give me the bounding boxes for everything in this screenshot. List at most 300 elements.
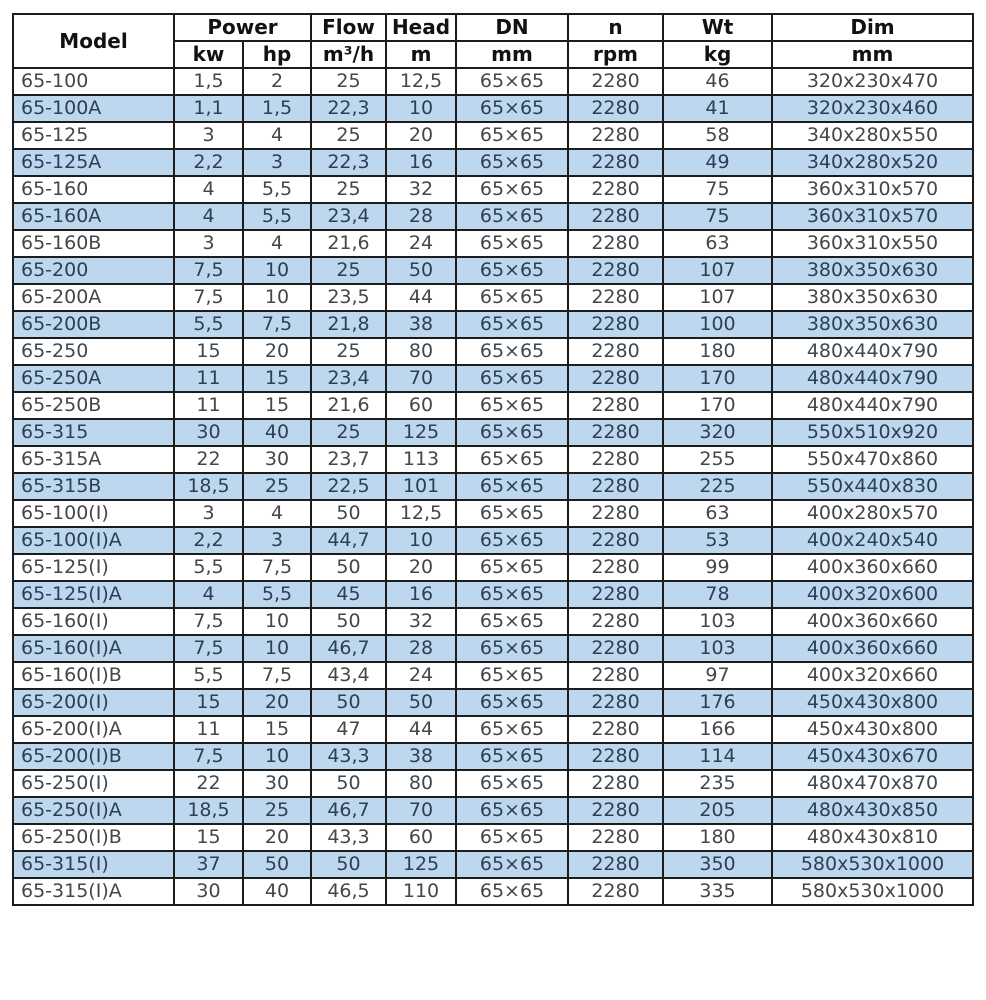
value-cell: 2280 — [568, 176, 663, 203]
model-cell: 65-160 — [13, 176, 174, 203]
table-row — [13, 743, 973, 770]
value-cell: 1,5 — [243, 95, 311, 122]
value-cell: 2280 — [568, 716, 663, 743]
value-cell: 2280 — [568, 338, 663, 365]
value-cell: 205 — [663, 797, 772, 824]
value-cell: 3 — [243, 527, 311, 554]
table-row — [13, 230, 973, 257]
value-cell: 43,4 — [311, 662, 386, 689]
value-cell: 2280 — [568, 878, 663, 905]
value-cell: 550x470x860 — [772, 446, 973, 473]
value-cell: 30 — [243, 446, 311, 473]
value-cell: 65×65 — [456, 554, 568, 581]
value-cell: 3 — [243, 149, 311, 176]
model-cell: 65-250(I)A — [13, 797, 174, 824]
value-cell: 65×65 — [456, 824, 568, 851]
value-cell: 450x430x800 — [772, 716, 973, 743]
value-cell: 12,5 — [386, 500, 456, 527]
value-cell: 2280 — [568, 122, 663, 149]
value-cell: 38 — [386, 311, 456, 338]
value-cell: 65×65 — [456, 851, 568, 878]
table-row — [13, 338, 973, 365]
value-cell: 480x440x790 — [772, 365, 973, 392]
table-row — [13, 311, 973, 338]
header-power: Power — [174, 14, 311, 41]
value-cell: 4 — [174, 176, 243, 203]
value-cell: 335 — [663, 878, 772, 905]
value-cell: 7,5 — [174, 257, 243, 284]
value-cell: 10 — [243, 257, 311, 284]
value-cell: 2,2 — [174, 527, 243, 554]
value-cell: 50 — [311, 608, 386, 635]
pump-spec-table — [12, 13, 974, 906]
value-cell: 2280 — [568, 284, 663, 311]
value-cell: 18,5 — [174, 473, 243, 500]
value-cell: 450x430x800 — [772, 689, 973, 716]
value-cell: 20 — [243, 824, 311, 851]
table-row — [13, 554, 973, 581]
value-cell: 113 — [386, 446, 456, 473]
value-cell: 400x240x540 — [772, 527, 973, 554]
value-cell: 97 — [663, 662, 772, 689]
header-dn: DN — [456, 14, 568, 41]
value-cell: 25 — [243, 797, 311, 824]
header-unit-kw: kw — [174, 41, 243, 68]
header-head: Head — [386, 14, 456, 41]
value-cell: 7,5 — [243, 554, 311, 581]
header-unit-dn: mm — [456, 41, 568, 68]
value-cell: 2280 — [568, 473, 663, 500]
table-row — [13, 662, 973, 689]
value-cell: 65×65 — [456, 500, 568, 527]
value-cell: 4 — [174, 203, 243, 230]
value-cell: 2 — [243, 68, 311, 95]
value-cell: 4 — [174, 581, 243, 608]
value-cell: 360x310x570 — [772, 176, 973, 203]
value-cell: 400x360x660 — [772, 608, 973, 635]
value-cell: 30 — [174, 419, 243, 446]
value-cell: 103 — [663, 608, 772, 635]
value-cell: 78 — [663, 581, 772, 608]
value-cell: 20 — [386, 122, 456, 149]
value-cell: 43,3 — [311, 743, 386, 770]
table-row — [13, 500, 973, 527]
header-row-titles — [13, 14, 973, 41]
value-cell: 63 — [663, 500, 772, 527]
value-cell: 450x430x670 — [772, 743, 973, 770]
value-cell: 65×65 — [456, 419, 568, 446]
value-cell: 2280 — [568, 203, 663, 230]
value-cell: 50 — [311, 554, 386, 581]
value-cell: 32 — [386, 608, 456, 635]
model-cell: 65-200(I)B — [13, 743, 174, 770]
value-cell: 170 — [663, 365, 772, 392]
value-cell: 176 — [663, 689, 772, 716]
value-cell: 65×65 — [456, 257, 568, 284]
value-cell: 65×65 — [456, 176, 568, 203]
value-cell: 10 — [386, 95, 456, 122]
model-cell: 65-125(I) — [13, 554, 174, 581]
value-cell: 255 — [663, 446, 772, 473]
value-cell: 65×65 — [456, 392, 568, 419]
header-unit-flow: m³/h — [311, 41, 386, 68]
value-cell: 20 — [243, 689, 311, 716]
value-cell: 28 — [386, 635, 456, 662]
value-cell: 50 — [386, 257, 456, 284]
value-cell: 37 — [174, 851, 243, 878]
value-cell: 58 — [663, 122, 772, 149]
table-row — [13, 203, 973, 230]
model-cell: 65-200(I)A — [13, 716, 174, 743]
value-cell: 20 — [243, 338, 311, 365]
value-cell: 28 — [386, 203, 456, 230]
value-cell: 65×65 — [456, 122, 568, 149]
table-row — [13, 419, 973, 446]
value-cell: 5,5 — [174, 554, 243, 581]
pump-spec-table-container — [12, 13, 974, 906]
value-cell: 2280 — [568, 662, 663, 689]
value-cell: 60 — [386, 824, 456, 851]
value-cell: 44,7 — [311, 527, 386, 554]
value-cell: 107 — [663, 257, 772, 284]
model-cell: 65-160(I) — [13, 608, 174, 635]
spec-table-body — [13, 68, 973, 905]
value-cell: 65×65 — [456, 473, 568, 500]
value-cell: 65×65 — [456, 311, 568, 338]
value-cell: 4 — [243, 500, 311, 527]
value-cell: 400x360x660 — [772, 554, 973, 581]
value-cell: 101 — [386, 473, 456, 500]
value-cell: 65×65 — [456, 608, 568, 635]
value-cell: 21,8 — [311, 311, 386, 338]
value-cell: 4 — [243, 122, 311, 149]
value-cell: 70 — [386, 365, 456, 392]
value-cell: 24 — [386, 662, 456, 689]
model-cell: 65-315(I)A — [13, 878, 174, 905]
value-cell: 2280 — [568, 446, 663, 473]
value-cell: 103 — [663, 635, 772, 662]
model-cell: 65-100A — [13, 95, 174, 122]
value-cell: 21,6 — [311, 392, 386, 419]
model-cell: 65-315A — [13, 446, 174, 473]
value-cell: 5,5 — [174, 311, 243, 338]
value-cell: 65×65 — [456, 635, 568, 662]
table-row — [13, 176, 973, 203]
value-cell: 75 — [663, 176, 772, 203]
value-cell: 22,3 — [311, 149, 386, 176]
model-cell: 65-315B — [13, 473, 174, 500]
table-row — [13, 95, 973, 122]
table-row — [13, 446, 973, 473]
value-cell: 550x510x920 — [772, 419, 973, 446]
value-cell: 16 — [386, 149, 456, 176]
value-cell: 65×65 — [456, 365, 568, 392]
value-cell: 400x320x660 — [772, 662, 973, 689]
value-cell: 2280 — [568, 95, 663, 122]
value-cell: 2280 — [568, 527, 663, 554]
value-cell: 2280 — [568, 554, 663, 581]
value-cell: 50 — [386, 689, 456, 716]
value-cell: 24 — [386, 230, 456, 257]
value-cell: 180 — [663, 338, 772, 365]
value-cell: 15 — [174, 689, 243, 716]
value-cell: 46,7 — [311, 797, 386, 824]
value-cell: 7,5 — [174, 608, 243, 635]
value-cell: 5,5 — [174, 662, 243, 689]
value-cell: 2280 — [568, 608, 663, 635]
value-cell: 400x320x600 — [772, 581, 973, 608]
value-cell: 550x440x830 — [772, 473, 973, 500]
value-cell: 114 — [663, 743, 772, 770]
model-cell: 65-100 — [13, 68, 174, 95]
value-cell: 480x440x790 — [772, 338, 973, 365]
value-cell: 25 — [311, 122, 386, 149]
value-cell: 80 — [386, 338, 456, 365]
value-cell: 7,5 — [174, 635, 243, 662]
value-cell: 49 — [663, 149, 772, 176]
value-cell: 65×65 — [456, 689, 568, 716]
value-cell: 80 — [386, 770, 456, 797]
value-cell: 480x440x790 — [772, 392, 973, 419]
value-cell: 65×65 — [456, 662, 568, 689]
value-cell: 480x470x870 — [772, 770, 973, 797]
value-cell: 12,5 — [386, 68, 456, 95]
value-cell: 45 — [311, 581, 386, 608]
model-cell: 65-250 — [13, 338, 174, 365]
value-cell: 3 — [174, 122, 243, 149]
value-cell: 320x230x460 — [772, 95, 973, 122]
value-cell: 166 — [663, 716, 772, 743]
value-cell: 65×65 — [456, 743, 568, 770]
value-cell: 400x280x570 — [772, 500, 973, 527]
value-cell: 50 — [243, 851, 311, 878]
value-cell: 125 — [386, 419, 456, 446]
value-cell: 320 — [663, 419, 772, 446]
value-cell: 25 — [311, 68, 386, 95]
value-cell: 23,4 — [311, 203, 386, 230]
value-cell: 4 — [243, 230, 311, 257]
value-cell: 65×65 — [456, 284, 568, 311]
value-cell: 380x350x630 — [772, 311, 973, 338]
table-row — [13, 392, 973, 419]
table-row — [13, 878, 973, 905]
value-cell: 360x310x570 — [772, 203, 973, 230]
value-cell: 65×65 — [456, 878, 568, 905]
model-cell: 65-160B — [13, 230, 174, 257]
value-cell: 180 — [663, 824, 772, 851]
value-cell: 65×65 — [456, 527, 568, 554]
value-cell: 2280 — [568, 419, 663, 446]
value-cell: 44 — [386, 716, 456, 743]
value-cell: 15 — [243, 716, 311, 743]
value-cell: 15 — [174, 824, 243, 851]
header-dim: Dim — [772, 14, 973, 41]
table-row — [13, 716, 973, 743]
value-cell: 10 — [386, 527, 456, 554]
value-cell: 3 — [174, 230, 243, 257]
value-cell: 100 — [663, 311, 772, 338]
value-cell: 22 — [174, 446, 243, 473]
table-row — [13, 473, 973, 500]
value-cell: 22 — [174, 770, 243, 797]
value-cell: 50 — [311, 770, 386, 797]
header-n: n — [568, 14, 663, 41]
value-cell: 2280 — [568, 743, 663, 770]
model-cell: 65-160(I)B — [13, 662, 174, 689]
value-cell: 21,6 — [311, 230, 386, 257]
value-cell: 2280 — [568, 851, 663, 878]
value-cell: 10 — [243, 608, 311, 635]
table-row — [13, 68, 973, 95]
value-cell: 1,1 — [174, 95, 243, 122]
value-cell: 2280 — [568, 770, 663, 797]
table-row — [13, 581, 973, 608]
value-cell: 46,7 — [311, 635, 386, 662]
value-cell: 23,5 — [311, 284, 386, 311]
table-header — [13, 14, 973, 68]
value-cell: 2280 — [568, 365, 663, 392]
value-cell: 11 — [174, 716, 243, 743]
value-cell: 11 — [174, 365, 243, 392]
value-cell: 400x360x660 — [772, 635, 973, 662]
value-cell: 25 — [311, 257, 386, 284]
value-cell: 340x280x550 — [772, 122, 973, 149]
value-cell: 1,5 — [174, 68, 243, 95]
model-cell: 65-200 — [13, 257, 174, 284]
value-cell: 50 — [311, 500, 386, 527]
value-cell: 2280 — [568, 500, 663, 527]
model-cell: 65-125 — [13, 122, 174, 149]
value-cell: 30 — [174, 878, 243, 905]
value-cell: 46,5 — [311, 878, 386, 905]
value-cell: 340x280x520 — [772, 149, 973, 176]
value-cell: 65×65 — [456, 446, 568, 473]
header-flow: Flow — [311, 14, 386, 41]
value-cell: 50 — [311, 851, 386, 878]
value-cell: 2280 — [568, 689, 663, 716]
model-cell: 65-250A — [13, 365, 174, 392]
model-cell: 65-315(I) — [13, 851, 174, 878]
value-cell: 2280 — [568, 257, 663, 284]
value-cell: 25 — [311, 419, 386, 446]
value-cell: 65×65 — [456, 338, 568, 365]
value-cell: 15 — [243, 392, 311, 419]
model-cell: 65-160(I)A — [13, 635, 174, 662]
value-cell: 43,3 — [311, 824, 386, 851]
value-cell: 480x430x810 — [772, 824, 973, 851]
value-cell: 3 — [174, 500, 243, 527]
value-cell: 70 — [386, 797, 456, 824]
value-cell: 380x350x630 — [772, 257, 973, 284]
value-cell: 107 — [663, 284, 772, 311]
value-cell: 5,5 — [243, 581, 311, 608]
table-row — [13, 122, 973, 149]
value-cell: 2280 — [568, 392, 663, 419]
model-cell: 65-100(I) — [13, 500, 174, 527]
table-row — [13, 689, 973, 716]
value-cell: 2280 — [568, 824, 663, 851]
table-row — [13, 797, 973, 824]
value-cell: 41 — [663, 95, 772, 122]
value-cell: 40 — [243, 878, 311, 905]
table-row — [13, 149, 973, 176]
value-cell: 44 — [386, 284, 456, 311]
table-row — [13, 527, 973, 554]
table-row — [13, 851, 973, 878]
value-cell: 2280 — [568, 581, 663, 608]
value-cell: 2280 — [568, 68, 663, 95]
value-cell: 2280 — [568, 635, 663, 662]
table-row — [13, 608, 973, 635]
value-cell: 18,5 — [174, 797, 243, 824]
value-cell: 580x530x1000 — [772, 851, 973, 878]
value-cell: 580x530x1000 — [772, 878, 973, 905]
value-cell: 15 — [243, 365, 311, 392]
value-cell: 2280 — [568, 797, 663, 824]
value-cell: 2,2 — [174, 149, 243, 176]
value-cell: 2280 — [568, 149, 663, 176]
value-cell: 23,4 — [311, 365, 386, 392]
value-cell: 65×65 — [456, 716, 568, 743]
value-cell: 11 — [174, 392, 243, 419]
value-cell: 25 — [311, 176, 386, 203]
value-cell: 25 — [311, 338, 386, 365]
value-cell: 65×65 — [456, 770, 568, 797]
model-cell: 65-125A — [13, 149, 174, 176]
value-cell: 360x310x550 — [772, 230, 973, 257]
value-cell: 7,5 — [174, 743, 243, 770]
value-cell: 320x230x470 — [772, 68, 973, 95]
value-cell: 15 — [174, 338, 243, 365]
value-cell: 350 — [663, 851, 772, 878]
value-cell: 235 — [663, 770, 772, 797]
value-cell: 22,3 — [311, 95, 386, 122]
value-cell: 225 — [663, 473, 772, 500]
value-cell: 65×65 — [456, 95, 568, 122]
value-cell: 7,5 — [243, 311, 311, 338]
value-cell: 50 — [311, 689, 386, 716]
table-row — [13, 365, 973, 392]
model-cell: 65-200(I) — [13, 689, 174, 716]
value-cell: 2280 — [568, 230, 663, 257]
model-cell: 65-250B — [13, 392, 174, 419]
header-wt: Wt — [663, 14, 772, 41]
table-row — [13, 635, 973, 662]
model-cell: 65-160A — [13, 203, 174, 230]
value-cell: 99 — [663, 554, 772, 581]
model-cell: 65-250(I)B — [13, 824, 174, 851]
value-cell: 53 — [663, 527, 772, 554]
model-cell: 65-125(I)A — [13, 581, 174, 608]
value-cell: 65×65 — [456, 797, 568, 824]
value-cell: 23,7 — [311, 446, 386, 473]
model-cell: 65-200B — [13, 311, 174, 338]
value-cell: 7,5 — [174, 284, 243, 311]
value-cell: 46 — [663, 68, 772, 95]
table-row — [13, 257, 973, 284]
model-cell: 65-250(I) — [13, 770, 174, 797]
value-cell: 110 — [386, 878, 456, 905]
header-unit-dim: mm — [772, 41, 973, 68]
header-unit-head: m — [386, 41, 456, 68]
value-cell: 480x430x850 — [772, 797, 973, 824]
value-cell: 75 — [663, 203, 772, 230]
value-cell: 47 — [311, 716, 386, 743]
value-cell: 10 — [243, 284, 311, 311]
header-unit-wt: kg — [663, 41, 772, 68]
table-row — [13, 770, 973, 797]
header-model: Model — [13, 14, 174, 68]
